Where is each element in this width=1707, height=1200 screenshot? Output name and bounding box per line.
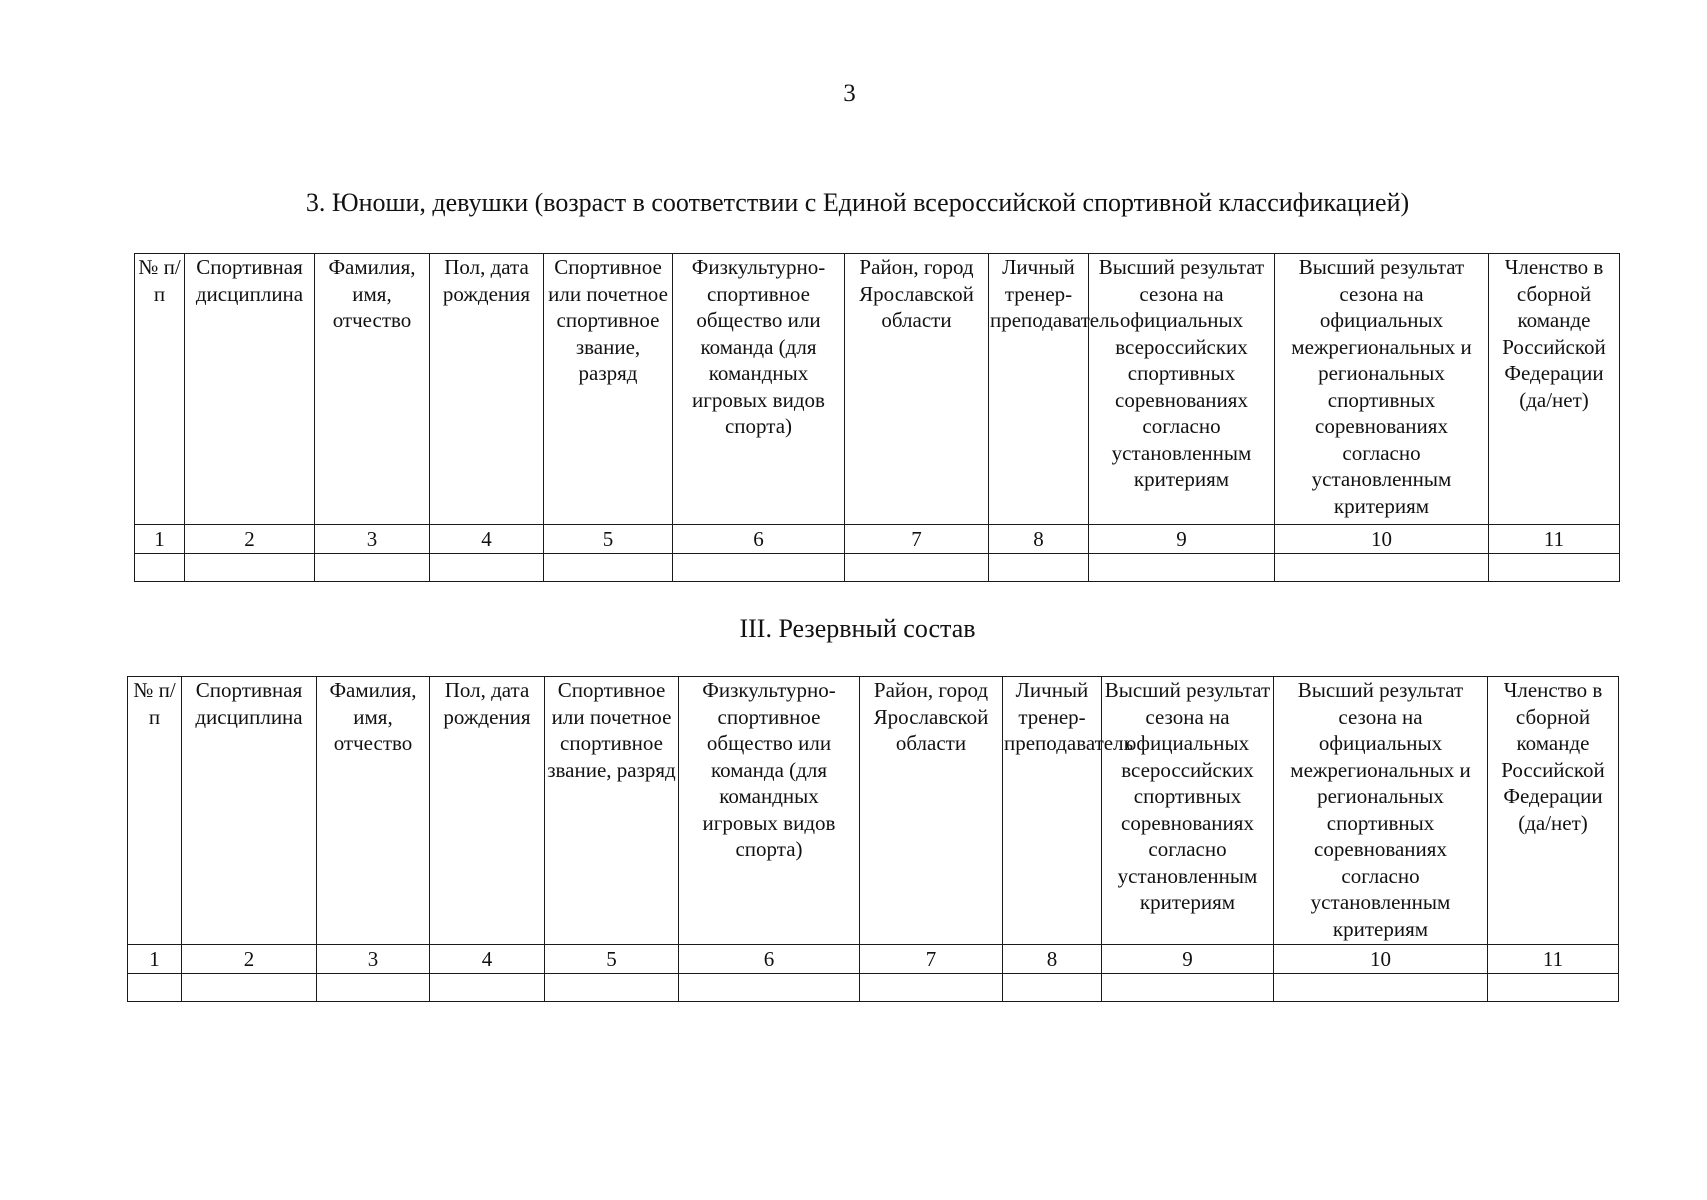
header-personal-coach: Личный тренер-преподаватель — [989, 254, 1089, 525]
column-number: 8 — [1003, 945, 1102, 974]
header-number: № п/п — [128, 677, 182, 945]
column-number: 7 — [860, 945, 1003, 974]
header-full-name: Фамилия, имя, отчество — [317, 677, 430, 945]
header-discipline: Спортивная дисциплина — [182, 677, 317, 945]
empty-cell — [989, 554, 1089, 582]
reserve-athletes-table — [127, 676, 1619, 1002]
column-number: 3 — [315, 525, 430, 554]
empty-cell — [1488, 974, 1619, 1002]
column-number: 10 — [1275, 525, 1489, 554]
empty-cell — [128, 974, 182, 1002]
column-number: 3 — [317, 945, 430, 974]
column-number-row — [135, 525, 1620, 554]
empty-cell — [1489, 554, 1620, 582]
column-number-row — [128, 945, 1619, 974]
empty-cell — [430, 974, 545, 1002]
page-number: 3 — [843, 80, 856, 107]
header-best-result-regional: Высший результат сезона на официальных межрегиональных и региональных спортивных соревнованиях согласно установленным критериям — [1274, 677, 1488, 945]
header-sport-society: Физкультурно-спортивное общество или команда (для командных игровых видов спорта) — [679, 677, 860, 945]
empty-cell — [1102, 974, 1274, 1002]
table-header-row — [128, 677, 1619, 945]
column-number: 11 — [1489, 525, 1620, 554]
column-number: 2 — [185, 525, 315, 554]
empty-cell — [545, 974, 679, 1002]
header-district-city: Район, город Ярославской области — [845, 254, 989, 525]
empty-cell — [845, 554, 989, 582]
column-number: 6 — [679, 945, 860, 974]
column-number: 9 — [1102, 945, 1274, 974]
header-best-result-regional: Высший результат сезона на официальных межрегиональных и региональных спортивных соревнованиях согласно установленным критериям — [1275, 254, 1489, 525]
column-number: 11 — [1488, 945, 1619, 974]
column-number: 1 — [128, 945, 182, 974]
column-number: 8 — [989, 525, 1089, 554]
header-district-city: Район, город Ярославской области — [860, 677, 1003, 945]
empty-cell — [317, 974, 430, 1002]
empty-cell — [185, 554, 315, 582]
empty-cell — [1274, 974, 1488, 1002]
column-number: 5 — [545, 945, 679, 974]
empty-cell — [679, 974, 860, 1002]
header-national-team-membership: Членство в сборной команде Российской Федерации (да/нет) — [1489, 254, 1620, 525]
header-best-result-national: Высший результат сезона на официальных всероссийских спортивных соревнованиях согласно установленным критериям — [1089, 254, 1275, 525]
empty-cell — [1003, 974, 1102, 1002]
column-number: 1 — [135, 525, 185, 554]
header-sport-title: Спортивное или почетное спортивное звание, разряд — [544, 254, 673, 525]
header-sex-birthdate: Пол, дата рождения — [430, 254, 544, 525]
section-title-youth: 3. Юноши, девушки (возраст в соответствии с Единой всероссийской спортивной классификацией) — [305, 188, 1410, 217]
column-number: 5 — [544, 525, 673, 554]
column-number: 4 — [430, 945, 545, 974]
empty-cell — [315, 554, 430, 582]
empty-entry-row — [135, 554, 1620, 582]
section-title-reserve: III. Резервный состав — [739, 614, 976, 643]
column-number: 10 — [1274, 945, 1488, 974]
header-best-result-national: Высший результат сезона на официальных всероссийских спортивных соревнованиях согласно установленным критериям — [1102, 677, 1274, 945]
empty-cell — [1089, 554, 1275, 582]
header-number: № п/п — [135, 254, 185, 525]
table-header-row — [135, 254, 1620, 525]
empty-entry-row — [128, 974, 1619, 1002]
empty-cell — [544, 554, 673, 582]
empty-cell — [1275, 554, 1489, 582]
header-sport-society: Физкультурно-спортивное общество или команда (для командных игровых видов спорта) — [673, 254, 845, 525]
header-full-name: Фамилия, имя, отчество — [315, 254, 430, 525]
empty-cell — [860, 974, 1003, 1002]
empty-cell — [135, 554, 185, 582]
column-number: 9 — [1089, 525, 1275, 554]
empty-cell — [182, 974, 317, 1002]
column-number: 2 — [182, 945, 317, 974]
youth-athletes-table — [134, 253, 1620, 582]
empty-cell — [430, 554, 544, 582]
header-discipline: Спортивная дисциплина — [185, 254, 315, 525]
header-personal-coach: Личный тренер-преподаватель — [1003, 677, 1102, 945]
column-number: 4 — [430, 525, 544, 554]
header-national-team-membership: Членство в сборной команде Российской Федерации (да/нет) — [1488, 677, 1619, 945]
column-number: 7 — [845, 525, 989, 554]
header-sex-birthdate: Пол, дата рождения — [430, 677, 545, 945]
empty-cell — [673, 554, 845, 582]
header-sport-title: Спортивное или почетное спортивное звание, разряд — [545, 677, 679, 945]
column-number: 6 — [673, 525, 845, 554]
